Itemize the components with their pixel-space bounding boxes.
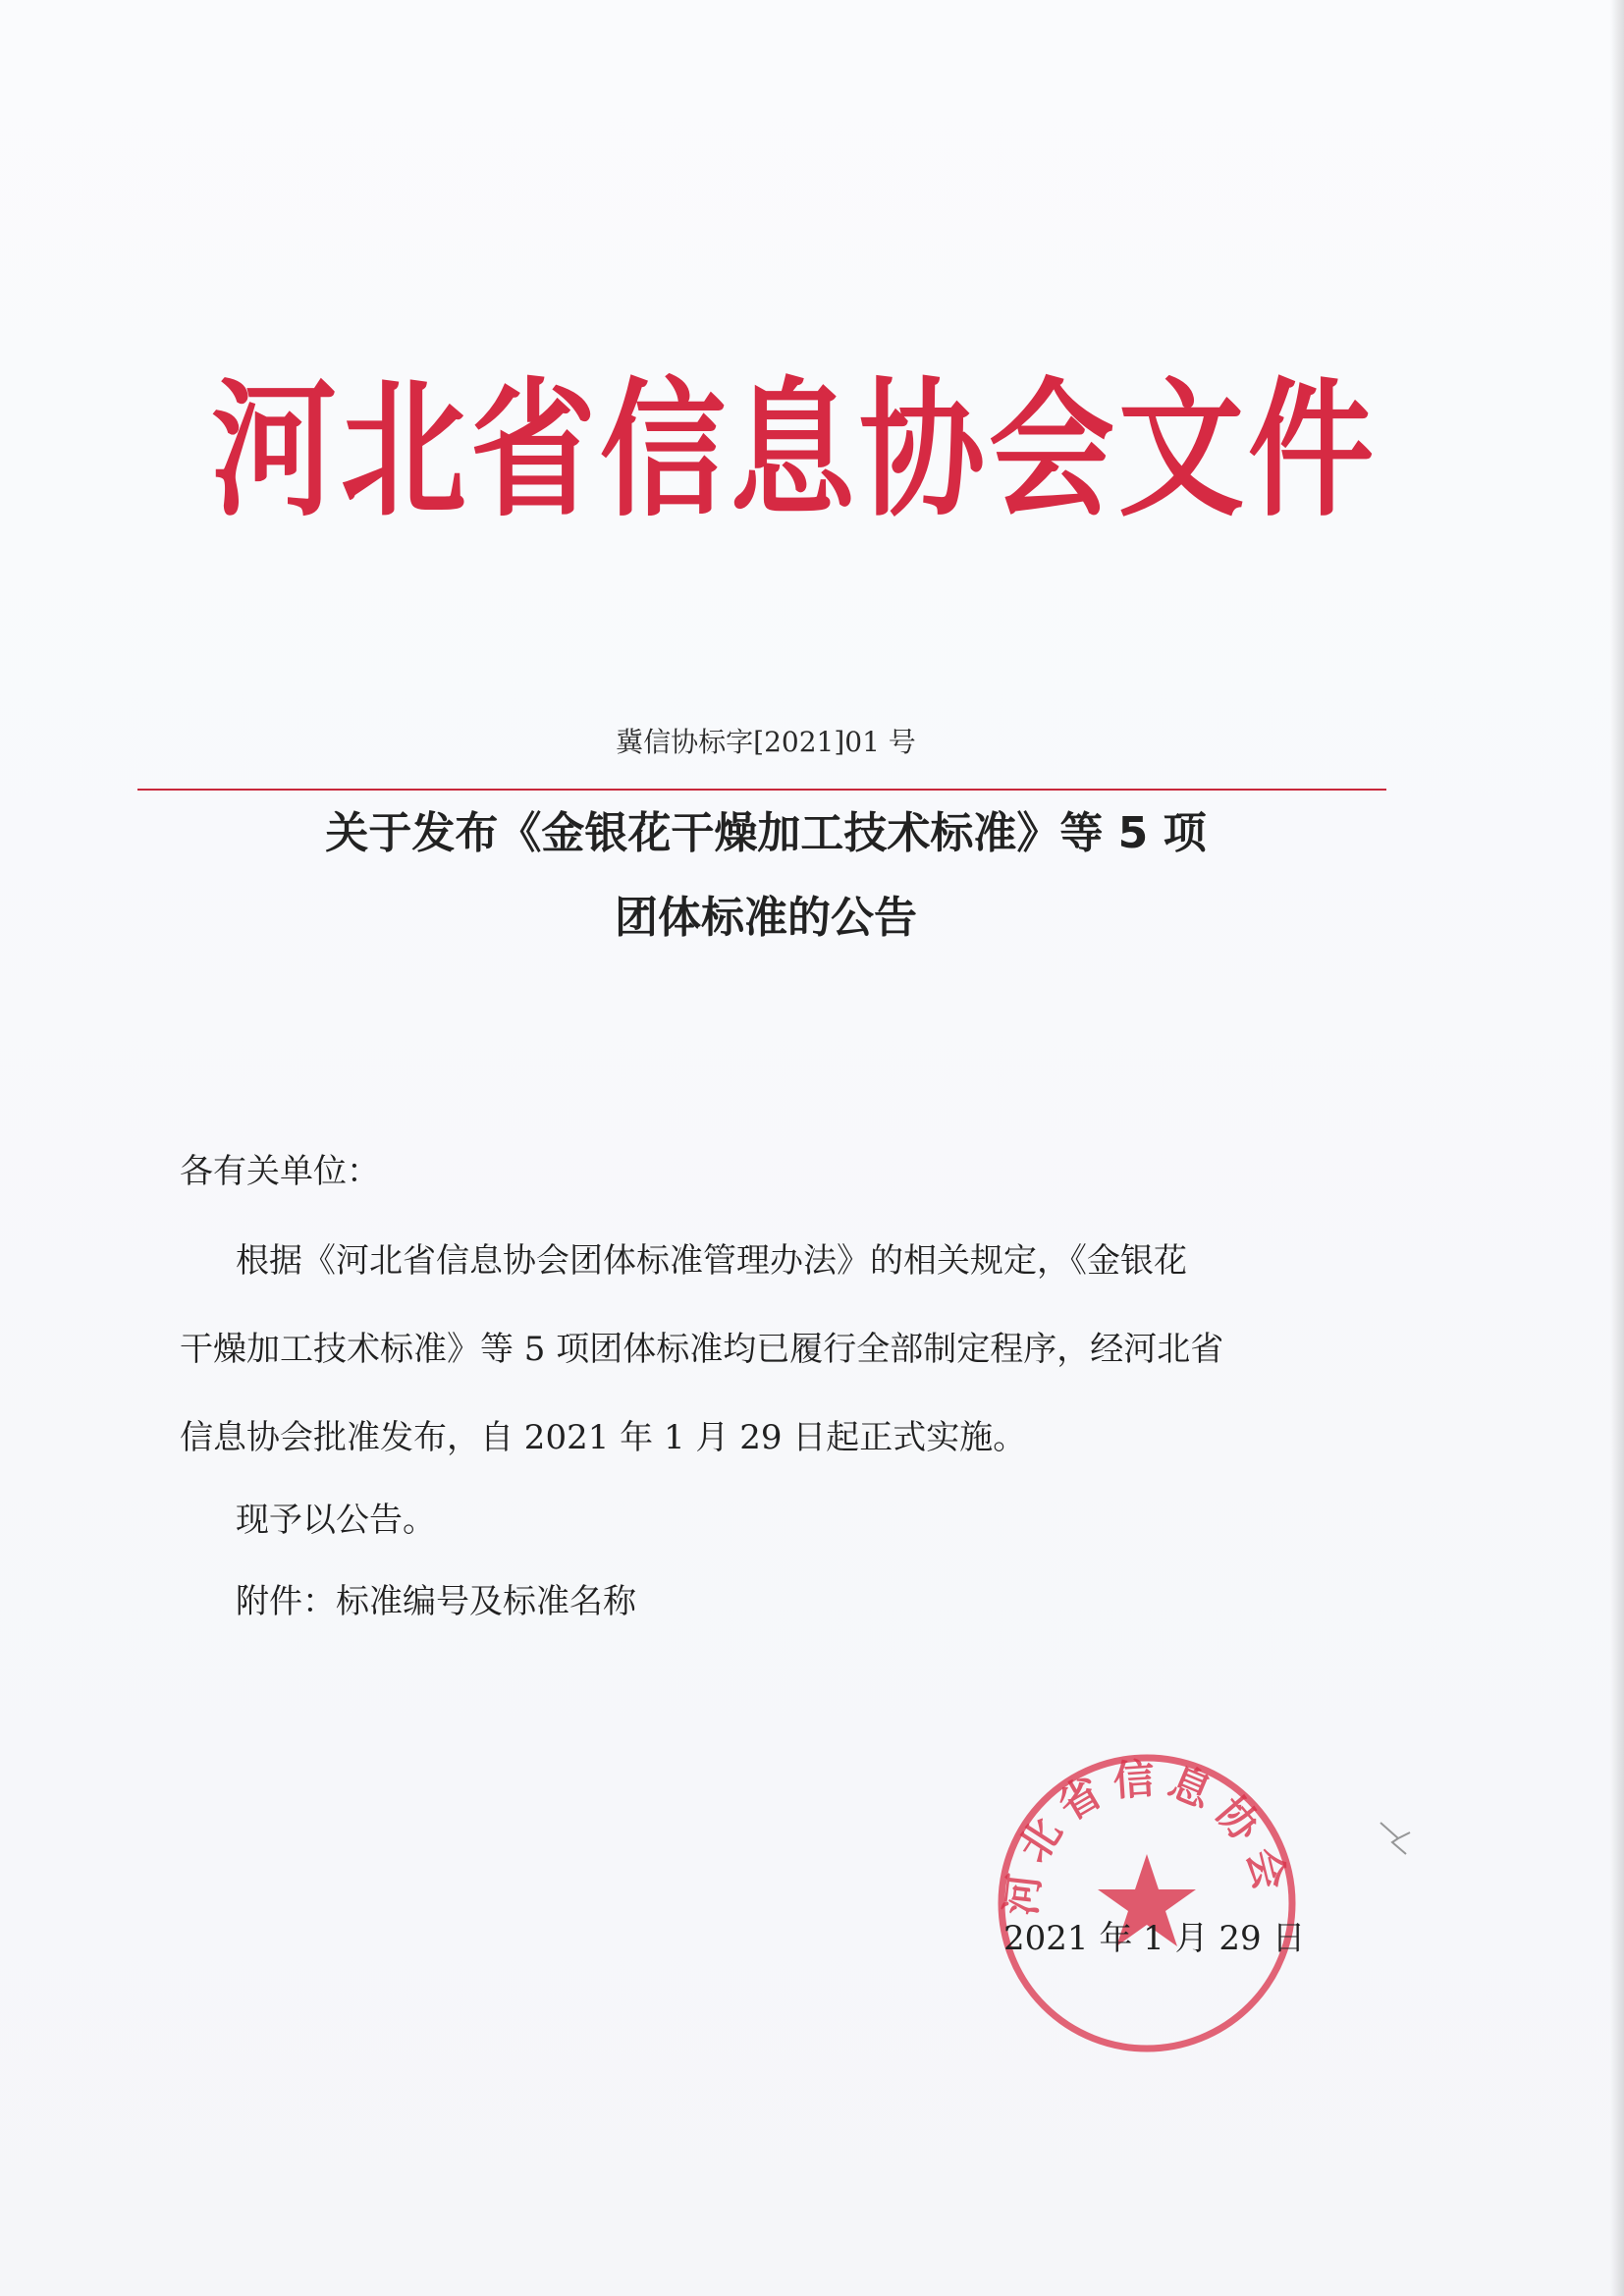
announcement-title-line-2: 团体标准的公告 xyxy=(615,893,917,943)
red-divider-line xyxy=(137,789,1386,791)
masthead-title: 河北省信息协会文件 xyxy=(211,364,1379,538)
body-paragraph-1-line-1: 根据《河北省信息协会团体标准管理办法》的相关规定，《金银花 xyxy=(236,1241,1187,1281)
scan-speck-mark xyxy=(1377,1815,1420,1858)
official-seal-stamp xyxy=(990,1746,1304,2060)
body-paragraph-1-line-3: 信息协会批准发布，自 2021 年 1 月 29 日起正式实施。 xyxy=(180,1418,1027,1457)
signature-date: 2021 年 1 月 29 日 xyxy=(1003,1919,1306,1958)
body-paragraph-2: 现予以公告。 xyxy=(236,1501,436,1540)
salutation: 各有关单位： xyxy=(180,1152,380,1191)
svg-text:河北省信息协会: 河北省信息协会 xyxy=(997,1753,1297,1918)
announcement-title-line-1: 关于发布《金银花干燥加工技术标准》等 5 项 xyxy=(325,808,1207,858)
attachment-line: 附件：标准编号及标准名称 xyxy=(236,1582,636,1621)
scan-shadow-edge xyxy=(1610,0,1624,2296)
document-number: 冀信协标字[2021]01 号 xyxy=(616,726,916,758)
body-paragraph-1-line-2: 干燥加工技术标准》等 5 项团体标准均已履行全部制定程序，经河北省 xyxy=(180,1330,1224,1369)
